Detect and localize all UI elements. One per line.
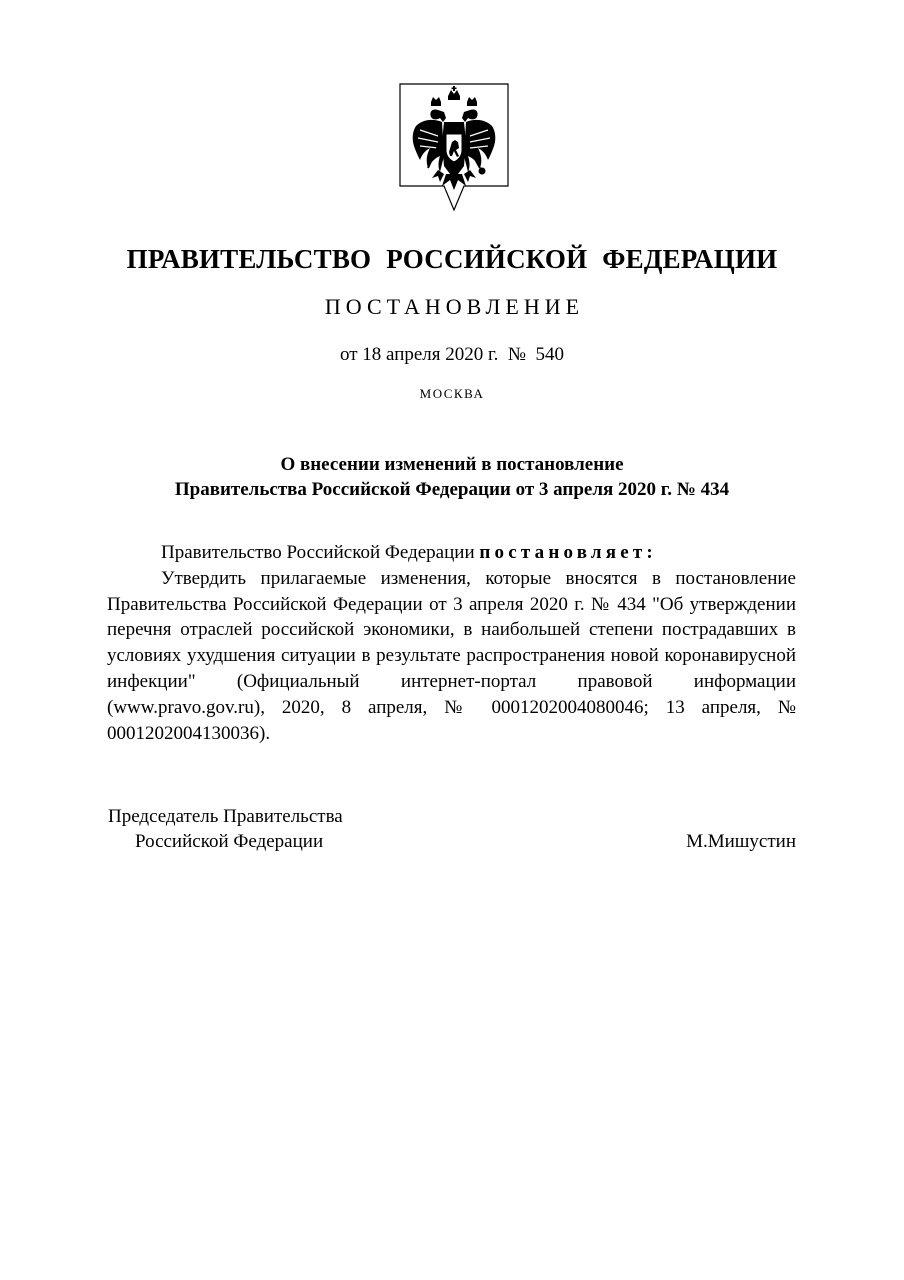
subject-line-2: Правительства Российской Федерации от 3 апреля 2020 г. № 434 bbox=[174, 479, 730, 500]
document-subject bbox=[80, 452, 824, 502]
document-type: ПОСТАНОВЛЕНИЕ bbox=[324, 294, 585, 319]
coat-of-arms-emblem bbox=[398, 82, 510, 214]
signatory-position-line-1: Председатель Правительства bbox=[108, 806, 343, 827]
signatory-position bbox=[108, 804, 343, 854]
subject-line-1: О внесении изменений в постановление bbox=[280, 454, 624, 475]
document-body bbox=[107, 540, 796, 746]
main-paragraph: Утвердить прилагаемые изменения, которые вносятся в постановление Правительства Российской Федерации от 3 апреля 2020 г. № 434 "Об утверждении перечня отраслей российской экономики, в наибольшей степени пострадавших в условиях ухудшения ситуации в результате распространения новой коронавирусной инфекции" (Официальный интернет-портал правовой информации (www.pravo.gov.ru), 2020, 8 апреля, № 0001202004080046; 13 апреля, № 0001202004130036). bbox=[107, 567, 796, 744]
intro-text: Правительство Российской Федерации bbox=[161, 542, 480, 563]
document-city: МОСКВА bbox=[419, 386, 485, 401]
signatory-name: М.Мишустин bbox=[686, 831, 796, 852]
intro-paragraph bbox=[107, 540, 796, 566]
document-date-number: от 18 апреля 2020 г. № 540 bbox=[339, 344, 565, 365]
signatory-position-line-2: Российской Федерации bbox=[135, 831, 324, 852]
decree-keyword: постановляет: bbox=[479, 542, 657, 563]
government-title: ПРАВИТЕЛЬСТВО РОССИЙСКОЙ ФЕДЕРАЦИИ bbox=[126, 244, 778, 274]
